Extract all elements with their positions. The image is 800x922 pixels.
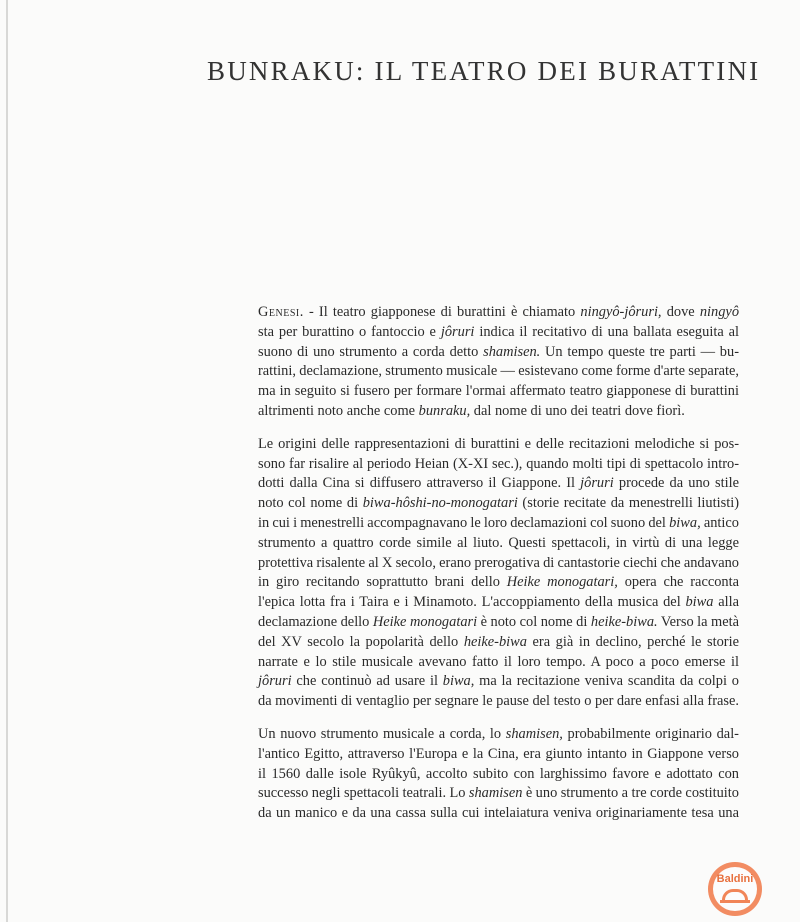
section-label: Genesi.: [258, 304, 304, 320]
text-segment: opera che racconta: [617, 574, 739, 591]
italic-term: Heike monogatari: [372, 613, 478, 630]
text-line: [258, 303, 739, 323]
text-line: [258, 692, 739, 712]
text-line: [258, 672, 739, 692]
text-line: [258, 435, 739, 455]
text-segment: era già in declino, perché le storie: [526, 633, 739, 650]
text-segment: Verso la metà: [657, 613, 740, 630]
text-segment: dotti dalla Cina si diffusero attraverso il Giappone. Il: [258, 475, 581, 492]
text-segment: rattini, declamazione, strumento musicale — esistevano come forme d'arte separate,: [258, 363, 739, 380]
book-base-icon: [720, 900, 750, 903]
text-segment: in giro recitando soprattutto brani dello: [258, 574, 507, 591]
text-segment: Un tempo queste tre parti — bu-: [540, 343, 739, 360]
text-line: [258, 573, 739, 593]
text-line: [258, 323, 739, 343]
text-line: [258, 725, 739, 745]
page-title: BUNRAKU: IL TEATRO DEI BURATTINI: [207, 56, 761, 86]
text-segment: sono far risalire al periodo Heian (X-XI sec.), quando molti tipi di spettacolo intro-: [258, 455, 739, 472]
italic-term: heike-biwa.: [590, 613, 658, 630]
text-segment: l'epica lotta fra i Taira e i Minamoto. L'accoppiamento della musica del: [258, 594, 686, 611]
text-segment: dal nome di uno dei teatri dove fiorì.: [470, 402, 685, 419]
italic-term: bunraku,: [418, 402, 471, 419]
text-line: [258, 765, 739, 785]
text-segment: è uno strumento a tre corde costituito: [522, 785, 739, 802]
text-segment: ma la recitazione veniva scandita da colpi o: [474, 673, 739, 690]
italic-term: biwa-hôshi-no-monogatari: [362, 495, 518, 512]
text-line: [258, 784, 739, 804]
text-segment: antico: [700, 514, 739, 531]
publisher-watermark: [708, 862, 762, 916]
text-line: [258, 593, 739, 613]
italic-term: jôruri: [580, 475, 614, 492]
text-segment: noto col nome di: [258, 495, 363, 512]
italic-term: jôruri: [258, 673, 292, 690]
text-line: [258, 534, 739, 554]
text-segment: altrimenti noto anche come: [258, 402, 419, 419]
text-line: [258, 455, 739, 475]
text-segment: da un manico e da una cassa sulla cui intelaiatura veniva originariamente tesa una: [258, 805, 739, 822]
page-edge: [6, 0, 8, 922]
paragraph: [258, 435, 739, 712]
text-segment: è noto col nome di: [477, 613, 591, 630]
text-segment: ma in seguito si fusero per formare l'ormai affermato teatro giapponese di burattini: [258, 383, 739, 400]
text-segment: alla: [713, 594, 739, 611]
text-segment: l'antico Egitto, attraverso l'Europa e la Cina, era giunto intanto in Giappone verso: [258, 745, 739, 762]
text-segment: del XV secolo la popolarità dello: [258, 633, 464, 650]
text-line: [258, 402, 739, 422]
watermark-logo-text: Baldini: [716, 873, 754, 885]
text-segment: dove: [661, 304, 700, 320]
text-segment: - Il teatro giapponese di burattini è chiamato: [303, 304, 581, 320]
text-segment: procede da uno stile: [613, 475, 739, 492]
text-segment: Un nuovo strumento musicale a corda, lo: [258, 725, 506, 742]
italic-term: biwa,: [442, 673, 475, 690]
italic-term: ningyô-jôruri,: [580, 304, 662, 320]
text-line: [258, 362, 739, 382]
text-line: [258, 613, 739, 633]
text-segment: in cui i menestrelli accompagnavano le loro declamazioni col suono del: [258, 514, 670, 531]
text-line: [258, 653, 739, 673]
text-segment: suono di uno strumento a corda detto: [258, 343, 484, 360]
text-segment: declamazione dello: [258, 613, 373, 630]
text-segment: successo negli spettacoli teatrali. Lo: [258, 785, 469, 802]
italic-term: shamisen: [468, 785, 523, 802]
text-line: [258, 554, 739, 574]
text-segment: narrate e lo stile musicale avevano fatto il loro tempo. A poco a poco emerse il: [258, 653, 739, 670]
italic-term: jôruri: [440, 323, 475, 340]
text-segment: protettiva risalente al X secolo, erano prerogativa di cantastorie ciechi che andavano: [258, 554, 739, 571]
article-body: [258, 303, 739, 837]
text-segment: sta per burattino o fantoccio e: [258, 323, 441, 340]
italic-term: Heike monogatari,: [506, 574, 618, 591]
paragraph: [258, 303, 739, 422]
text-segment: indica il recitativo di una ballata eseguita al: [474, 323, 739, 340]
italic-term: biwa: [685, 594, 714, 611]
text-line: [258, 514, 739, 534]
text-segment: (storie recitate da menestrelli liutisti): [517, 495, 739, 512]
paragraph: [258, 725, 739, 824]
italic-term: shamisen,: [505, 725, 563, 742]
text-line: [258, 343, 739, 363]
italic-term: ningyô: [699, 304, 740, 320]
text-line: [258, 382, 739, 402]
text-segment: che continuò ad usare il: [291, 673, 443, 690]
italic-term: heike-biwa: [463, 633, 527, 650]
text-segment: strumento a quattro corde simile al liuto. Questi spettacoli, in virtù di una legge: [258, 534, 739, 551]
text-line: [258, 804, 739, 824]
text-segment: il 1560 dalle isole Ryûkyû, accolto subito con larghissimo favore e adottato con: [258, 765, 739, 782]
italic-term: shamisen.: [483, 343, 541, 360]
text-line: [258, 494, 739, 514]
book-icon: [722, 889, 748, 900]
text-line: [258, 474, 739, 494]
text-line: [258, 745, 739, 765]
text-segment: da movimenti di ventaglio per segnare le pause del testo o per dare enfasi alla frase.: [258, 693, 739, 710]
italic-term: biwa,: [669, 514, 701, 531]
text-segment: probabilmente originario dal-: [562, 725, 739, 742]
text-line: [258, 633, 739, 653]
text-segment: Le origini delle rappresentazioni di burattini e delle recitazioni melodiche si pos-: [258, 435, 739, 452]
